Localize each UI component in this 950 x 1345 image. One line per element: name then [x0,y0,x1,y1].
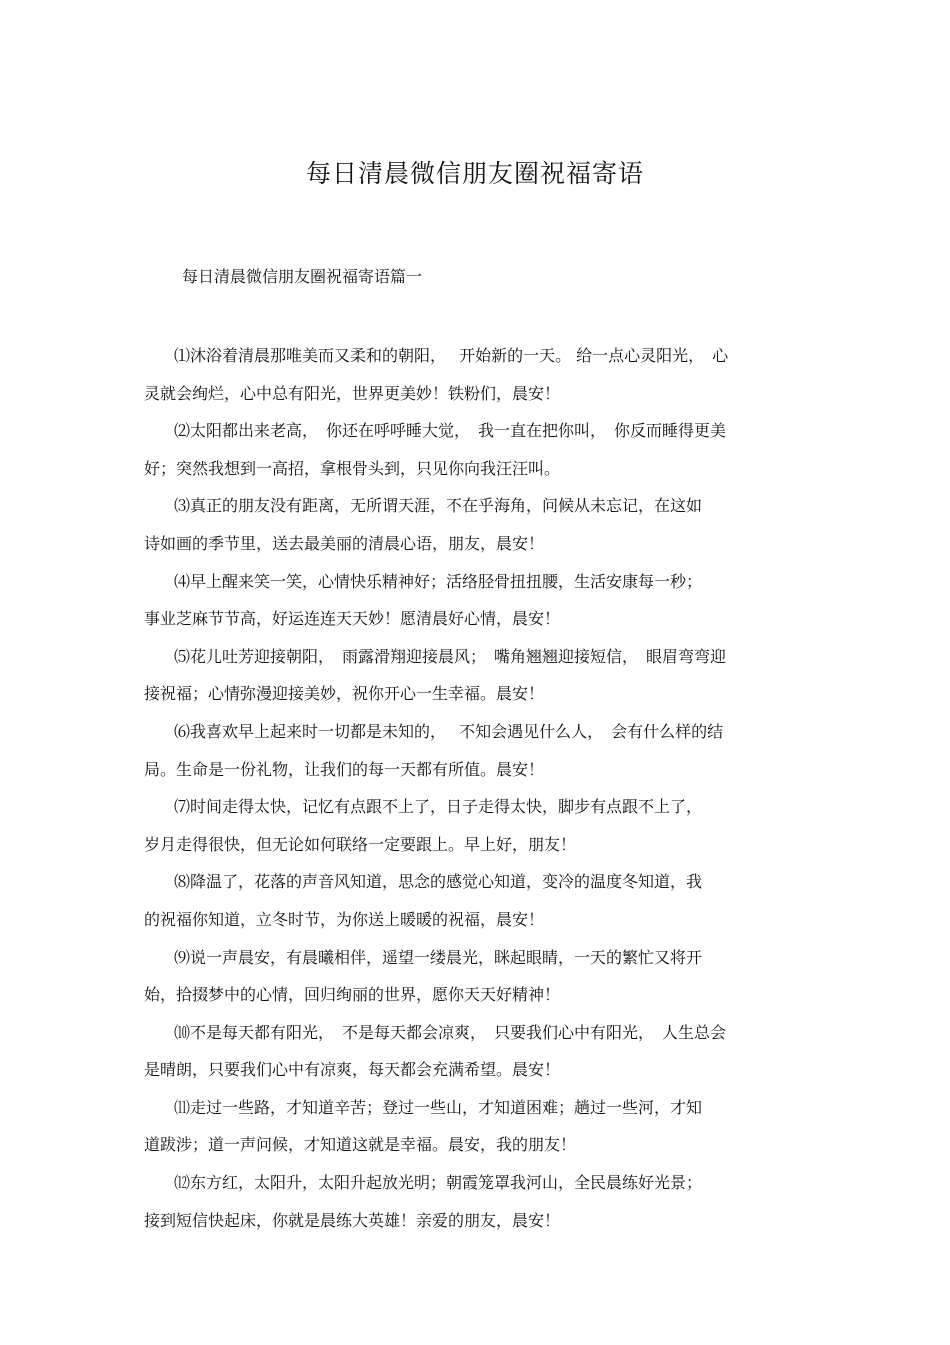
paragraph: ⑽不是每天都有阳光， 不是每天都会凉爽， 只要我们心中有阳光， 人生总会 是晴朗，只要我们心中有凉爽，每天都会充满希望。晨安！ [144,1022,727,1080]
paragraph: ⑼说一声晨安，有晨曦相伴，遥望一缕晨光，眯起眼睛，一天的繁忙又将开 始，拾掇梦中的心情，回归绚丽的世界，愿你天天好精神！ [144,947,703,1005]
document-body [144,337,806,1239]
paragraph: ⑸花儿吐芳迎接朝阳， 雨露滑翔迎接晨风； 嘴角翘翘迎接短信， 眼眉弯弯迎 接祝福；心情弥漫迎接美妙，祝你开心一生幸福。晨安！ [144,646,727,704]
document-title: 每日清晨微信朋友圈祝福寄语 [305,159,644,188]
paragraph: ⑺时间走得太快，记忆有点跟不上了，日子走得太快，脚步有点跟不上了， 岁月走得很快，但无论如何联络一定要跟上。早上好，朋友！ [144,797,703,854]
section-heading: 每日清晨微信朋友圈祝福寄语篇一 [182,267,423,286]
paragraph: ⑷早上醒来笑一笑，心情快乐精神好；活络胫骨扭扭腰，生活安康每一秒； 事业芝麻节节高，好运连连天天妙！愿清晨好心情，晨安！ [144,571,703,629]
paragraph: ⑻降温了，花落的声音风知道，思念的感觉心知道，变冷的温度冬知道，我 的祝福你知道，立冬时节，为你送上暖暖的祝福，晨安！ [144,872,703,929]
paragraph: ⑴沐浴着清晨那唯美而又柔和的朝阳， 开始新的一天。 给一点心灵阳光， 心 灵就会绚烂，心中总有阳光，世界更美妙！铁粉们，晨安！ [144,346,729,403]
paragraph: ⑾走过一些路，才知道辛苦；登过一些山，才知道困难；趟过一些河，才知 道跋涉；道一声问候，才知道这就是幸福。晨安，我的朋友！ [144,1097,703,1155]
paragraph: ⑶真正的朋友没有距离，无所谓天涯，不在乎海角，问候从未忘记，在这如 诗如画的季节里，送去最美丽的清晨心语，朋友，晨安！ [144,496,703,553]
paragraph: ⑵太阳都出来老高， 你还在呼呼睡大觉， 我一直在把你叫， 你反而睡得更美 好；突然我想到一高招，拿根骨头到，只见你向我汪汪叫。 [144,421,727,478]
paragraph: ⑿东方红，太阳升，太阳升起放光明；朝霞笼罩我河山，全民晨练好光景； 接到短信快起床，你就是晨练大英雄！亲爱的朋友，晨安！ [144,1173,703,1230]
paragraph: ⑹我喜欢早上起来时一切都是未知的， 不知会遇见什么人， 会有什么样的结 局。生命是一份礼物，让我们的每一天都有所值。晨安！ [144,721,724,779]
